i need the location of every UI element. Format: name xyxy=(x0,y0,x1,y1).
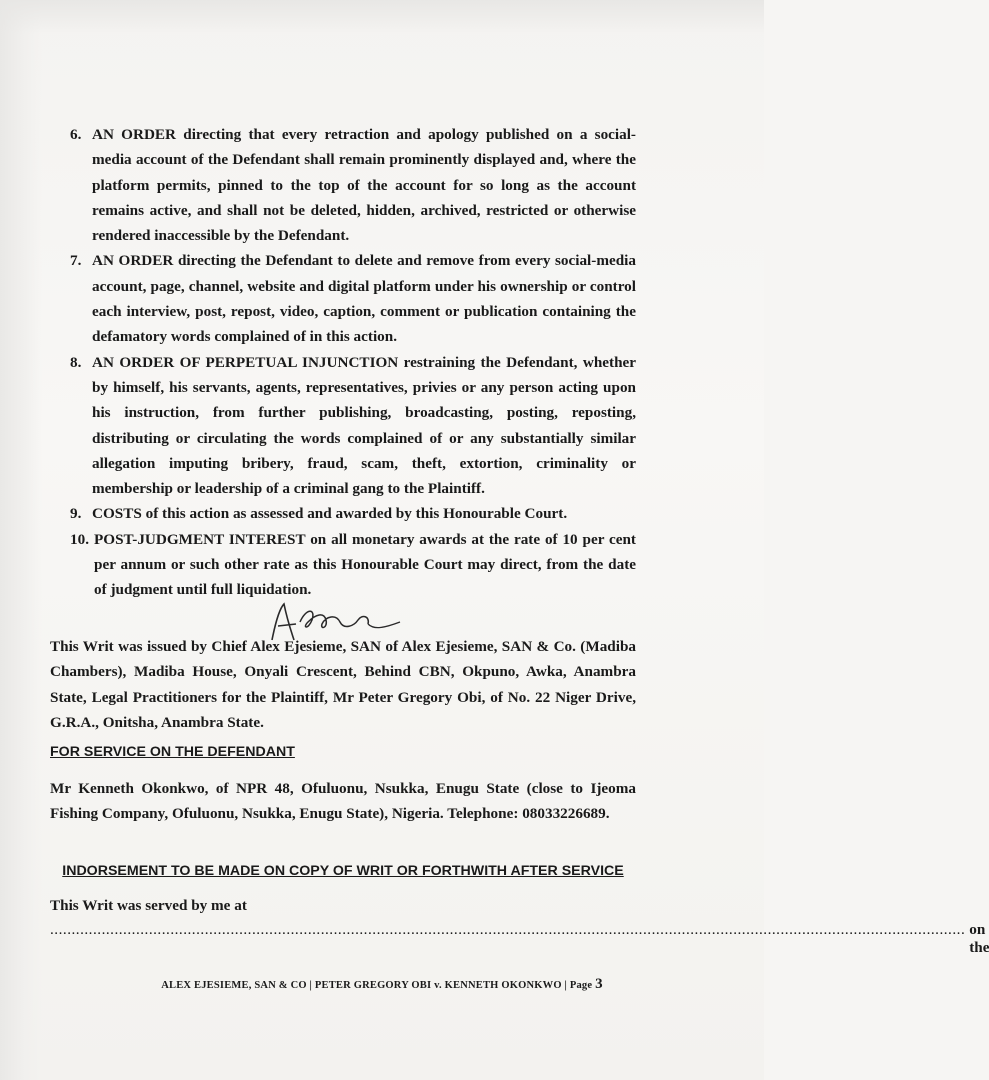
order-lead: AN ORDER xyxy=(92,252,174,270)
on-the-label: on the xyxy=(969,921,989,956)
indorsement-heading: INDORSEMENT TO BE MADE ON COPY OF WRIT OR FORTHWITH AFTER SERVICE xyxy=(62,863,624,879)
order-number: 6. xyxy=(70,126,82,143)
served-by-line: This Writ was served by me at xyxy=(50,897,247,914)
order-body: directing the Defendant to delete and remove from every social-media account, page, channel, website and digital platform under his ownership or control each interview, post, repost, video, caption, comment or publication containing the defamatory words complained of in this action. xyxy=(92,252,636,346)
order-body: restraining the Defendant, whether by himself, his servants, agents, representatives, privies or any person acting upon his instruction, from further publishing, broadcasting, posting, reposting, distributing or circulating the words complained of or any substantially similar allegation imputing bribery, fraud, scam, theft, extortion, criminality or membership or leadership of a criminal gang to the Plaintiff. xyxy=(92,353,636,498)
order-number: 9. xyxy=(70,505,82,523)
page-shadow-top xyxy=(0,0,764,34)
order-lead: AN ORDER OF PERPETUAL INJUNCTION xyxy=(92,353,399,371)
page-shadow-left xyxy=(0,0,42,1080)
order-item-8 xyxy=(70,350,636,502)
service-heading: FOR SERVICE ON THE DEFENDANT xyxy=(50,744,295,760)
order-text xyxy=(92,248,636,349)
served-location-blank xyxy=(50,921,989,957)
orders-list xyxy=(70,122,636,603)
order-lead: AN ORDER xyxy=(92,126,177,143)
order-text xyxy=(92,122,636,248)
order-lead: COSTS xyxy=(92,505,142,523)
footer-page-label: Page xyxy=(569,980,593,991)
service-address: Mr Kenneth Okonkwo, of NPR 48, Ofuluonu, Nsukka, Enugu State (close to Ijeoma Fishing Company, Ofuluonu, Nsukka, Enugu State), Nigeria. Telephone: 08033226689. xyxy=(50,780,636,823)
page-footer xyxy=(0,976,764,993)
order-lead: POST-JUDGMENT INTEREST xyxy=(94,530,306,548)
order-item-10 xyxy=(70,527,636,603)
order-number: 7. xyxy=(70,252,82,270)
blank-dotted-line: ..................................................................................................................................................................................................................... xyxy=(50,921,966,938)
footer-page-number: 3 xyxy=(595,976,603,992)
order-body: of this action as assessed and awarded by this Honourable Court. xyxy=(141,505,568,523)
order-number: 10. xyxy=(70,530,89,548)
issued-by-paragraph: This Writ was issued by Chief Alex Ejesieme, SAN of Alex Ejesieme, SAN & Co. (Madiba Chambers), Madiba House, Onyali Crescent, Behind CBN, Okpuno, Awka, Anambra State, Legal Practitioners for the Plaintiff, Mr Peter Gregory Obi, of No. 22 Niger Drive, G.R.A., Onitsha, Anambra State. xyxy=(50,638,636,731)
order-number: 8. xyxy=(70,353,82,371)
footer-text: ALEX EJESIEME, SAN & CO | PETER GREGORY OBI v. KENNETH OKONKWO | xyxy=(161,980,570,991)
order-text xyxy=(94,527,636,603)
order-body: directing that every retraction and apology published on a social-media account of the Defendant shall remain prominently displayed and, where the platform permits, pinned to the top of the account for so long as the account remains active, and shall not be deleted, hidden, archived, restricted or otherwise rendered inaccessible by the Defendant. xyxy=(92,126,636,245)
order-text xyxy=(92,350,636,502)
order-body: on all monetary awards at the rate of 10 per cent per annum or such other rate as this Honourable Court may direct, from the date of judgment until full liquidation. xyxy=(94,530,636,599)
order-item-7 xyxy=(70,248,636,349)
order-item-9 xyxy=(70,501,636,526)
order-item-6 xyxy=(70,122,636,248)
order-text xyxy=(92,501,636,526)
